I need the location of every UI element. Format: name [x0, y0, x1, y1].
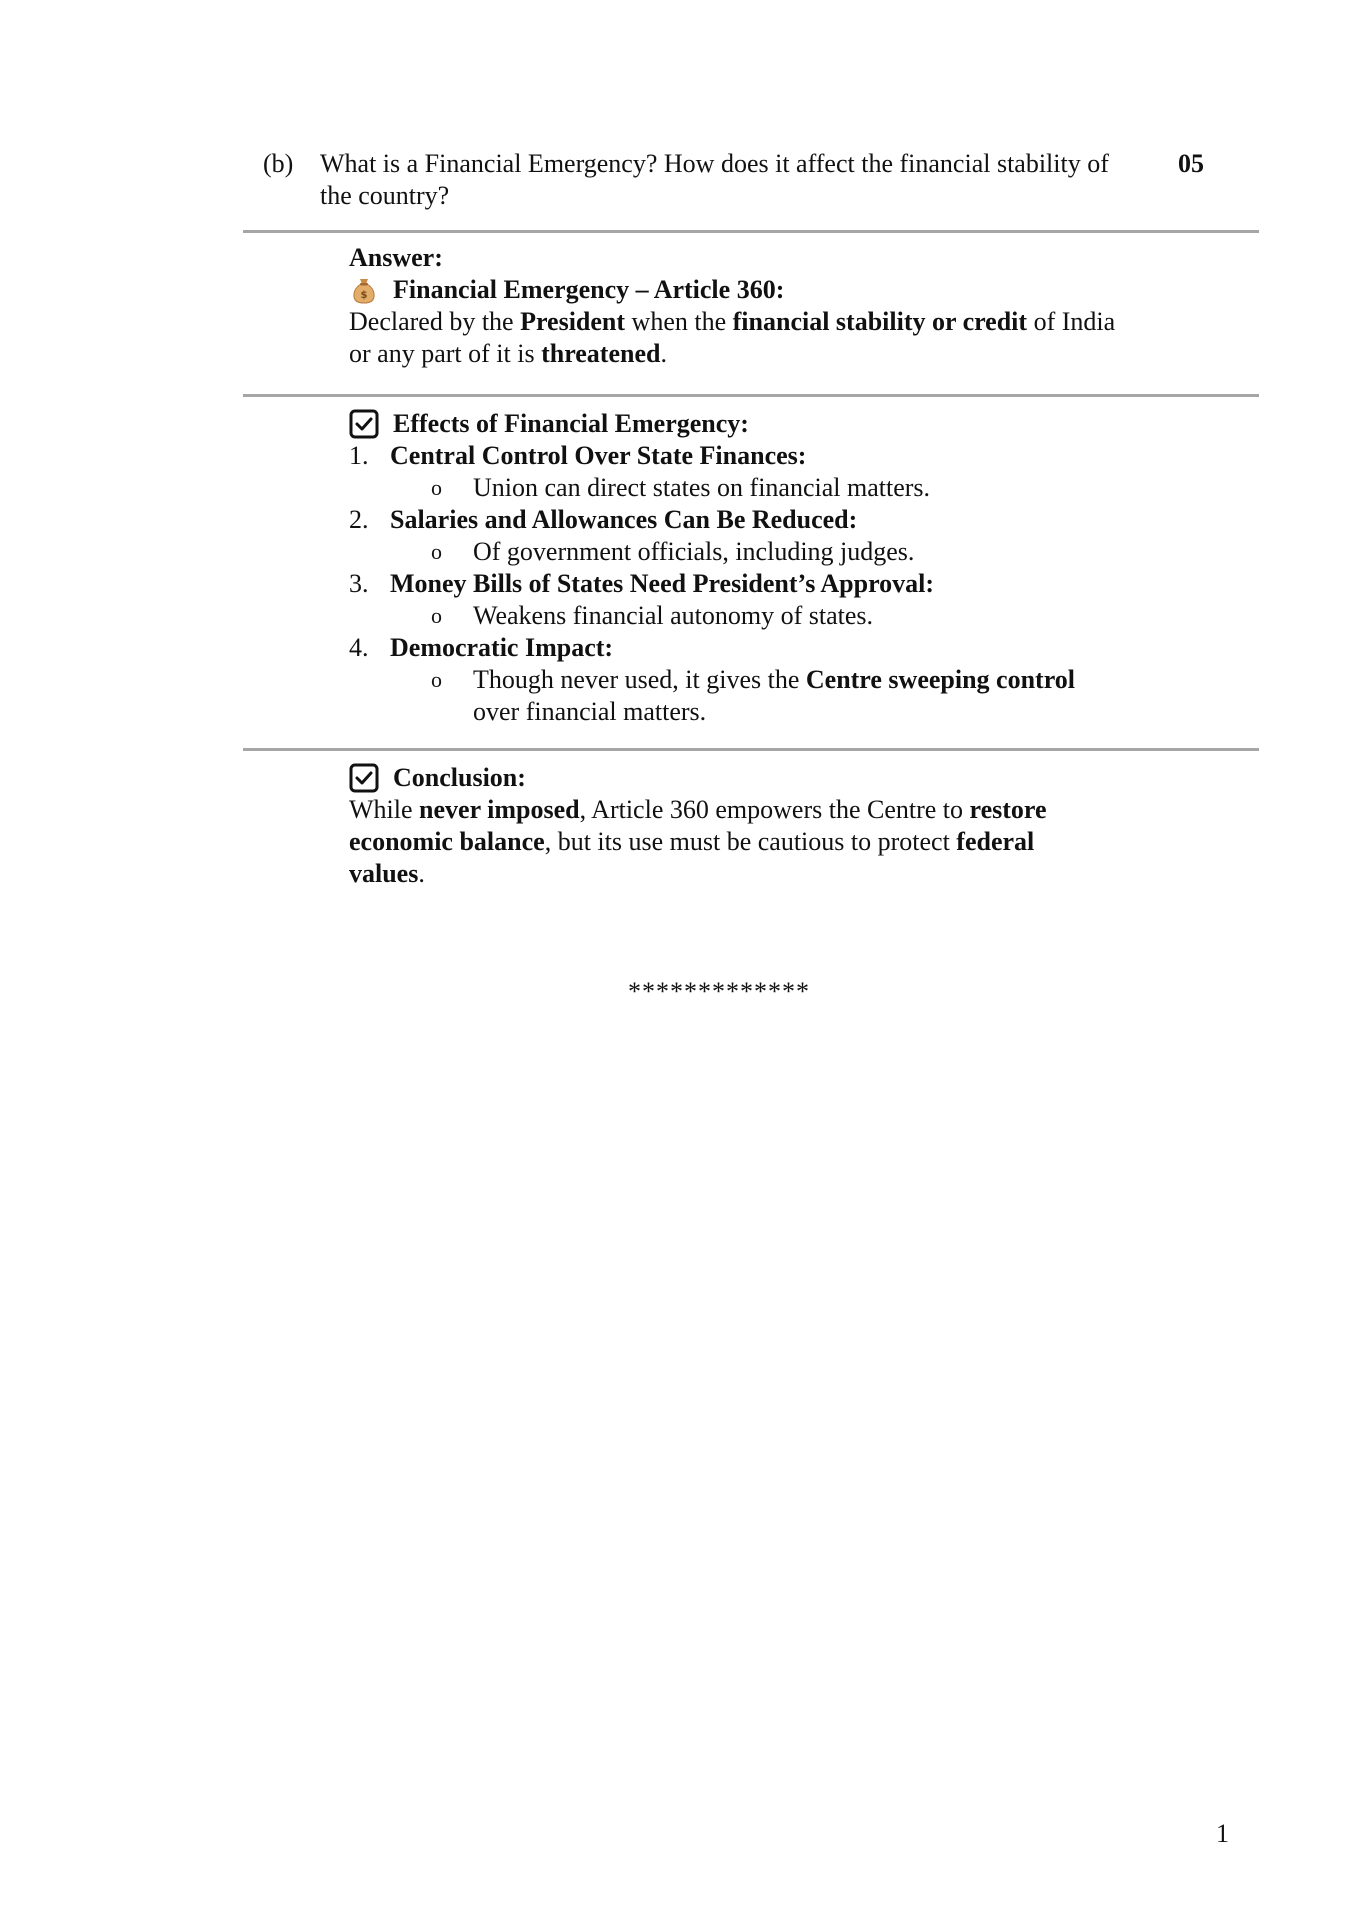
section-separator: ************* — [628, 977, 810, 1006]
effect-item-4: 4. Democratic Impact: — [349, 633, 614, 662]
effect-item-2: 2. Salaries and Allowances Can Be Reduced: — [349, 505, 858, 534]
question-marks: 05 — [1178, 149, 1204, 178]
answer-section — [349, 242, 1129, 370]
effect-item-1: 1. Central Control Over State Finances: — [349, 441, 807, 470]
answer-heading: Answer: — [349, 243, 443, 272]
conclusion-section — [349, 762, 1109, 890]
page-number: 1 — [1216, 1819, 1229, 1848]
checkbox-checked-icon — [349, 409, 379, 439]
question-text: What is a Financial Emergency? How does it affect the financial stability of the country? — [320, 149, 1109, 210]
checkbox-checked-icon — [349, 763, 379, 793]
conclusion-text: While never imposed, Article 360 empowers the Centre to restore economic balance, but its use must be cautious to protect federal values. — [349, 795, 1047, 888]
conclusion-heading: Conclusion: — [393, 763, 526, 792]
effect-title: Salaries and Allowances Can Be Reduced: — [390, 505, 858, 534]
conclusion-heading-row — [349, 762, 1109, 794]
divider-2 — [243, 394, 1259, 397]
effect-item-3: 3. Money Bills of States Need President’s Approval: — [349, 569, 935, 598]
effects-section — [349, 408, 1129, 728]
money-bag-icon — [349, 275, 379, 305]
effects-heading-row — [349, 408, 1129, 440]
divider-3 — [243, 748, 1259, 751]
answer-title-row — [349, 274, 1129, 306]
divider-1 — [243, 230, 1259, 233]
question-label: (b) — [263, 149, 294, 178]
effect-title: Money Bills of States Need President’s Approval: — [390, 569, 935, 598]
effects-heading: Effects of Financial Emergency: — [393, 409, 749, 438]
svg-text:$: $ — [360, 290, 368, 301]
effect-detail-4: o Though never used, it gives the Centre sweeping control over financial matters. — [431, 665, 1075, 726]
answer-intro: Declared by the President when the financial stability or credit of India or any part of it is threatened. — [349, 307, 1116, 368]
effect-detail-3: o Weakens financial autonomy of states. — [431, 601, 874, 630]
answer-title: Financial Emergency – Article 360: — [393, 275, 785, 304]
effect-title: Democratic Impact: — [390, 633, 614, 662]
effect-detail-2: o Of government officials, including judges. — [431, 537, 915, 566]
effect-title: Central Control Over State Finances: — [390, 441, 807, 470]
effect-detail-1: o Union can direct states on financial matters. — [431, 473, 931, 502]
